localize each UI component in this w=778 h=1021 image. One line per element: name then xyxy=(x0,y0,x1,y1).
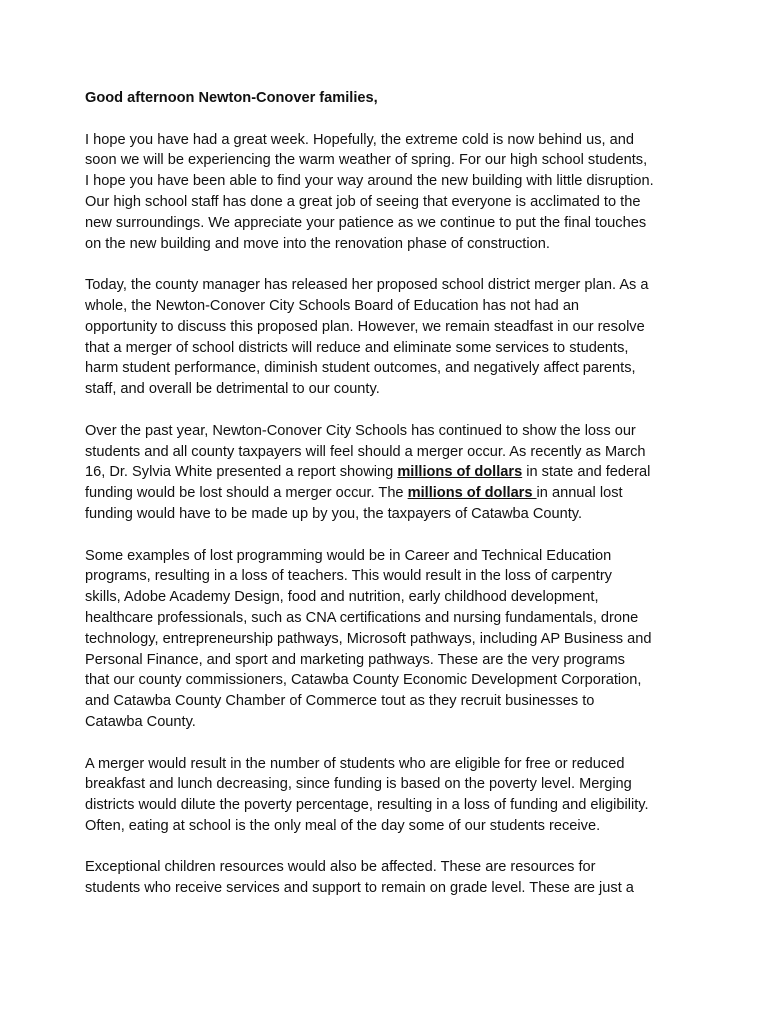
paragraph-gap xyxy=(85,400,705,421)
text-line: staff, and overall be detrimental to our county. xyxy=(85,381,380,398)
text-line xyxy=(85,483,705,504)
text-line: breakfast and lunch decreasing, since funding is based on the poverty level. Merging xyxy=(85,776,632,793)
text-line: that a merger of school districts will reduce and eliminate some services to students, xyxy=(85,339,629,356)
text-line: technology, entrepreneurship pathways, Microsoft pathways, including AP Business and xyxy=(85,630,652,647)
text-line: whole, the Newton-Conover City Schools Board of Education has not had an xyxy=(85,297,580,314)
paragraph-gap xyxy=(85,733,705,754)
text-line: opportunity to discuss this proposed plan. However, we remain steadfast in our resolve xyxy=(85,318,645,335)
text-line: harm student performance, diminish student outcomes, and negatively affect parents, xyxy=(85,360,636,377)
text-line: programs, resulting in a loss of teachers. This would result in the loss of carpentry xyxy=(85,568,612,585)
text-line: A merger would result in the number of students who are eligible for free or reduced xyxy=(85,755,625,772)
text-line: students and all county taxpayers will feel should a merger occur. As recently as March xyxy=(85,443,646,460)
emphasis-millions-of-dollars: millions of dollars xyxy=(407,485,537,502)
text-line: healthcare professionals, such as CNA certifications and nursing fundamentals, drone xyxy=(85,609,639,626)
text-line: I hope you have been able to find your way around the new building with little disruption. xyxy=(85,173,654,190)
text-segment: funding would be lost should a merger occur. The xyxy=(85,485,408,502)
text-line: funding would have to be made up by you, the taxpayers of Catawba County. xyxy=(85,505,583,522)
letter-body xyxy=(85,88,705,899)
paragraph-week-update xyxy=(85,130,705,255)
paragraph-gap xyxy=(85,254,705,275)
text-segment: in state and federal xyxy=(522,464,651,481)
text-line: on the new building and move into the renovation phase of construction. xyxy=(85,235,550,252)
text-segment: 16, Dr. Sylvia White presented a report showing xyxy=(85,464,398,481)
paragraph-funding-loss xyxy=(85,421,705,525)
paragraph-gap xyxy=(85,109,705,130)
text-line: that our county commissioners, Catawba County Economic Development Corporation, xyxy=(85,672,642,689)
text-line: soon we will be experiencing the warm weather of spring. For our high school students, xyxy=(85,152,648,169)
text-segment: in annual lost xyxy=(536,485,623,502)
paragraph-gap xyxy=(85,525,705,546)
text-line: skills, Adobe Academy Design, food and nutrition, early childhood development, xyxy=(85,589,599,606)
paragraph-lost-programming xyxy=(85,546,705,733)
paragraph-merger-plan xyxy=(85,275,705,400)
text-line: Our high school staff has done a great job of seeing that everyone is acclimated to the xyxy=(85,193,641,210)
text-line: districts would dilute the poverty percentage, resulting in a loss of funding and eligibility. xyxy=(85,797,649,814)
text-line: Exceptional children resources would also be affected. These are resources for xyxy=(85,859,596,876)
text-line: Often, eating at school is the only meal of the day some of our students receive. xyxy=(85,817,601,834)
text-line: Personal Finance, and sport and marketing pathways. These are the very programs xyxy=(85,651,625,668)
emphasis-millions-of-dollars: millions of dollars xyxy=(397,464,523,481)
paragraph-exceptional-children xyxy=(85,857,705,899)
greeting: Good afternoon Newton-Conover families, xyxy=(85,90,378,106)
text-line: new surroundings. We appreciate your patience as we continue to put the final touches xyxy=(85,214,647,231)
text-line: Catawba County. xyxy=(85,713,196,730)
text-line: I hope you have had a great week. Hopefully, the extreme cold is now behind us, and xyxy=(85,131,634,148)
text-line: Some examples of lost programming would be in Career and Technical Education xyxy=(85,547,612,564)
paragraph-gap xyxy=(85,837,705,858)
paragraph-meal-eligibility xyxy=(85,754,705,837)
text-line: Over the past year, Newton-Conover City Schools has continued to show the loss our xyxy=(85,422,636,439)
text-line: Today, the county manager has released her proposed school district merger plan. As a xyxy=(85,277,649,294)
text-line: and Catawba County Chamber of Commerce tout as they recruit businesses to xyxy=(85,693,595,710)
text-line xyxy=(85,462,705,483)
text-line: students who receive services and support to remain on grade level. These are just a xyxy=(85,880,634,897)
